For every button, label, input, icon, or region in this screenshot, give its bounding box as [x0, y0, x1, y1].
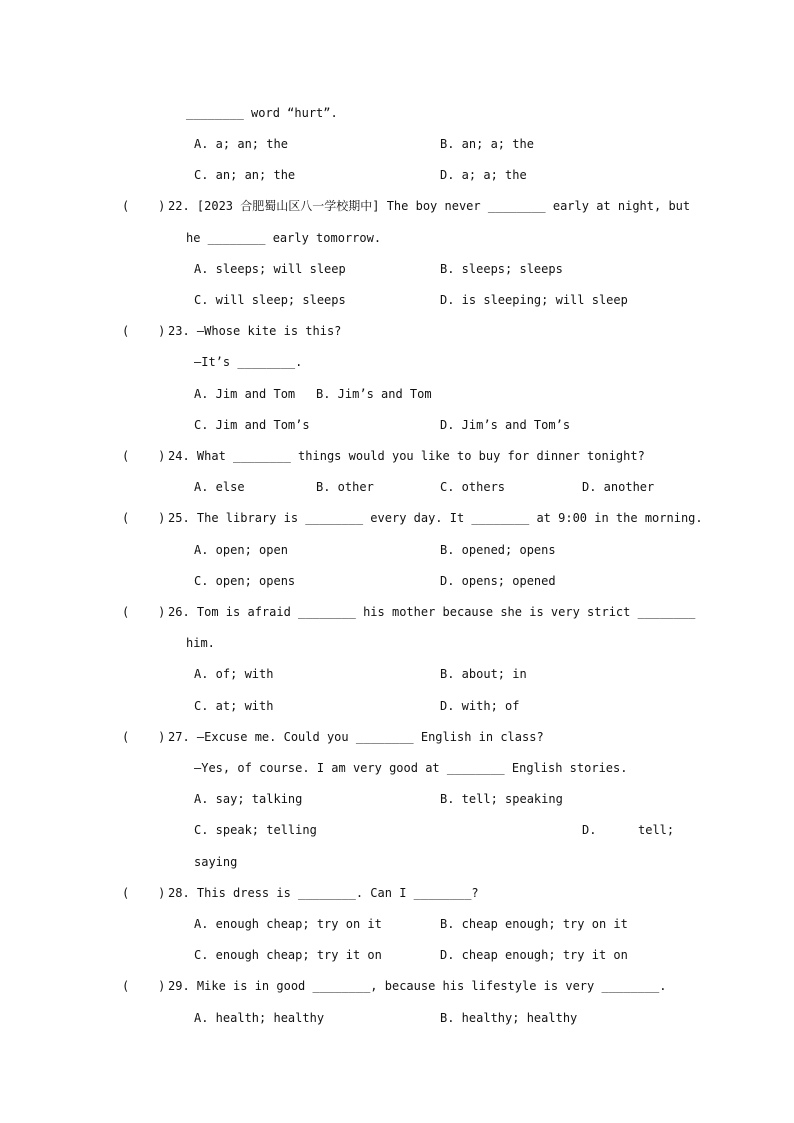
- q22-stem: 22. [2023 合肥蜀山区八一学校期中] The boy never ________ early at night, but: [168, 199, 691, 213]
- q27-option-d-word: tell;: [638, 823, 675, 837]
- q28-option-a: A. enough cheap; try on it: [194, 917, 382, 931]
- q24-option-b: B. other: [316, 480, 374, 494]
- q27-stem-cont: —Yes, of course. I am very good at ________ English stories.: [194, 761, 628, 775]
- q26-stem: 26. Tom is afraid ________ his mother because she is very strict ________: [168, 605, 696, 619]
- q27-option-a: A. say; talking: [194, 792, 303, 806]
- q26-option-a: A. of; with: [194, 667, 274, 681]
- q24-option-d: D. another: [582, 480, 655, 494]
- q21-stem-tail: ________ word “hurt”.: [186, 106, 338, 120]
- q22-stem-cont: he ________ early tomorrow.: [186, 231, 382, 245]
- q25-option-b: B. opened; opens: [440, 543, 556, 557]
- q25-option-d: D. opens; opened: [440, 574, 556, 588]
- q29-answer-paren: ( ): [122, 979, 166, 993]
- q28-option-c: C. enough cheap; try it on: [194, 948, 382, 962]
- q23-option-a: A. Jim and Tom: [194, 387, 296, 401]
- q28-stem: 28. This dress is ________. Can I ________?: [168, 886, 479, 900]
- q23-stem: 23. —Whose kite is this?: [168, 324, 342, 338]
- q25-option-c: C. open; opens: [194, 574, 296, 588]
- q22-option-b: B. sleeps; sleeps: [440, 262, 563, 276]
- q23-option-c: C. Jim and Tom’s: [194, 418, 310, 432]
- q22-option-c: C. will sleep; sleeps: [194, 293, 346, 307]
- q27-option-d-cont: saying: [194, 855, 238, 869]
- q29-option-a: A. health; healthy: [194, 1011, 325, 1025]
- q27-option-b: B. tell; speaking: [440, 792, 563, 806]
- q25-answer-paren: ( ): [122, 511, 166, 525]
- q24-answer-paren: ( ): [122, 449, 166, 463]
- q21-option-a: A. a; an; the: [194, 137, 288, 151]
- q26-option-b: B. about; in: [440, 667, 527, 681]
- q27-option-c: C. speak; telling: [194, 823, 317, 837]
- q25-stem: 25. The library is ________ every day. It ________ at 9:00 in the morning.: [168, 511, 703, 525]
- q26-answer-paren: ( ): [122, 605, 166, 619]
- q24-stem: 24. What ________ things would you like to buy for dinner tonight?: [168, 449, 645, 463]
- q26-option-c: C. at; with: [194, 699, 274, 713]
- q27-answer-paren: ( ): [122, 730, 166, 744]
- q22-option-a: A. sleeps; will sleep: [194, 262, 346, 276]
- q24-option-c: C. others: [440, 480, 506, 494]
- q23-option-b: B. Jim’s and Tom: [316, 387, 432, 401]
- q28-option-b: B. cheap enough; try on it: [440, 917, 628, 931]
- q23-stem-cont: —It’s ________.: [194, 355, 303, 369]
- q27-option-d-letter: D.: [582, 823, 597, 837]
- q24-option-a: A. else: [194, 480, 245, 494]
- q23-answer-paren: ( ): [122, 324, 166, 338]
- q21-option-d: D. a; a; the: [440, 168, 527, 182]
- q26-stem-cont: him.: [186, 636, 215, 650]
- q29-stem: 29. Mike is in good ________, because his lifestyle is very ________.: [168, 979, 667, 993]
- q23-option-d: D. Jim’s and Tom’s: [440, 418, 571, 432]
- q29-option-b: B. healthy; healthy: [440, 1011, 578, 1025]
- q22-option-d: D. is sleeping; will sleep: [440, 293, 628, 307]
- q21-option-c: C. an; an; the: [194, 168, 296, 182]
- q28-answer-paren: ( ): [122, 886, 166, 900]
- q25-option-a: A. open; open: [194, 543, 288, 557]
- q21-option-b: B. an; a; the: [440, 137, 534, 151]
- q27-stem: 27. —Excuse me. Could you ________ English in class?: [168, 730, 544, 744]
- q26-option-d: D. with; of: [440, 699, 520, 713]
- q28-option-d: D. cheap enough; try it on: [440, 948, 628, 962]
- q22-answer-paren: ( ): [122, 199, 166, 213]
